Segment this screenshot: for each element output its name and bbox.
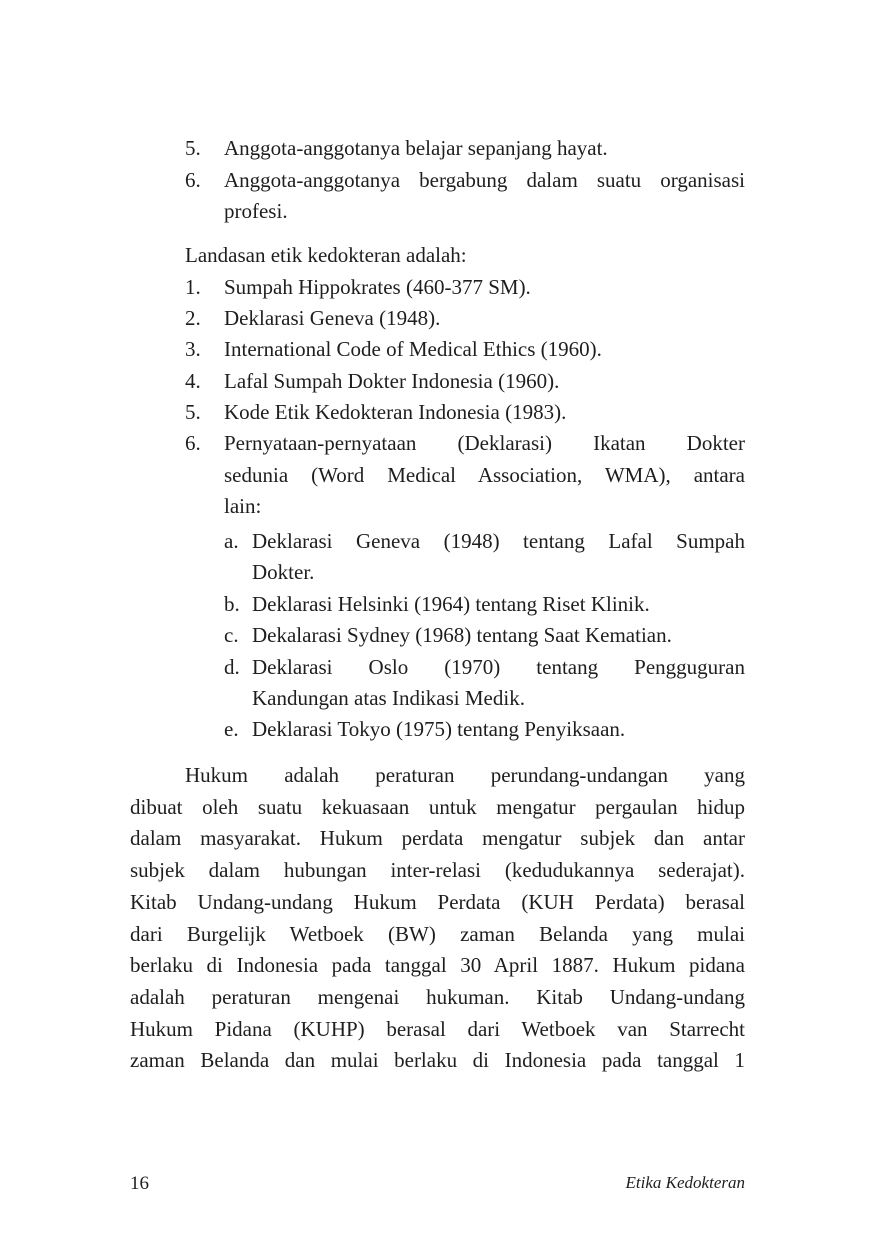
list-item-line: profesi. [224, 199, 288, 223]
sublist-letter: e. [224, 717, 239, 742]
list-item-line: Anggota-anggotanya belajar sepanjang hayat. [224, 136, 608, 160]
list-number: 4. [185, 368, 201, 393]
list-item-line: Anggota-anggotanya bergabung dalam suatu organisasi [224, 167, 745, 192]
sublist-item-line: Deklarasi Geneva (1948) tentang Lafal Sumpah [252, 529, 745, 553]
list-item-line: International Code of Medical Ethics (1960). [224, 337, 602, 362]
book-title: Etika Kedokteran [625, 1173, 745, 1192]
list-number: 6. [185, 431, 201, 456]
list-item-line: Pernyataan-pernyataan (Deklarasi) Ikatan Dokter [224, 431, 745, 456]
sublist-letter: a. [224, 529, 239, 553]
list-item-line: lain: [224, 493, 262, 518]
list-number: 1. [185, 274, 201, 299]
list-number: 3. [185, 337, 201, 362]
sublist-item-line: Deklarasi Tokyo (1975) tentang Penyiksaan. [252, 717, 626, 742]
list-item-line: Kode Etik Kedokteran Indonesia (1983). [224, 399, 567, 424]
sublist-letter: c. [224, 623, 239, 648]
paragraph-line: dari Burgelijk Wetboek (BW) zaman Belanda yang mulai [130, 921, 745, 946]
list-number: 5. [185, 399, 201, 424]
paragraph-line: dibuat oleh suatu kekuasaan untuk mengatur pergaulan hidup [130, 794, 745, 819]
sublist-item-line: Dekalarasi Sydney (1968) tentang Saat Kematian. [252, 623, 672, 648]
paragraph-line: Hukum adalah peraturan perundang-undangan yang [185, 763, 745, 787]
intro-line: Landasan etik kedokteran adalah: [185, 243, 467, 267]
paragraph-line: Kitab Undang-undang Hukum Perdata (KUH Perdata) berasal [130, 889, 745, 914]
paragraph-line: dalam masyarakat. Hukum perdata mengatur subjek dan antar [130, 826, 745, 851]
list-item-line: sedunia (Word Medical Association, WMA), antara [224, 462, 745, 487]
sublist-letter: b. [224, 591, 240, 616]
list-item-line: Sumpah Hippokrates (460-377 SM). [224, 274, 531, 299]
sublist-item-line: Dokter. [252, 560, 315, 585]
list-number: 2. [185, 306, 201, 330]
list-number: 6. [185, 167, 201, 192]
paragraph-line: zaman Belanda dan mulai berlaku di Indonesia pada tanggal 1 [130, 1048, 745, 1073]
paragraph-line: adalah peraturan mengenai hukuman. Kitab Undang-undang [130, 984, 745, 1009]
sublist-letter: d. [224, 654, 240, 679]
list-number: 5. [185, 136, 201, 160]
paragraph-line: berlaku di Indonesia pada tanggal 30 April 1887. Hukum pidana [130, 953, 745, 978]
list-item-line: Lafal Sumpah Dokter Indonesia (1960). [224, 368, 560, 393]
sublist-item-line: Kandungan atas Indikasi Medik. [252, 686, 525, 710]
paragraph-line: subjek dalam hubungan inter-relasi (kedudukannya sederajat). [130, 858, 745, 883]
sublist-item-line: Deklarasi Helsinki (1964) tentang Riset Klinik. [252, 591, 650, 616]
list-item-line: Deklarasi Geneva (1948). [224, 306, 441, 330]
page-number: 16 [130, 1173, 149, 1194]
paragraph-line: Hukum Pidana (KUHP) berasal dari Wetboek van Starrecht [130, 1016, 745, 1041]
sublist-item-line: Deklarasi Oslo (1970) tentang Pengguguran [252, 654, 745, 679]
